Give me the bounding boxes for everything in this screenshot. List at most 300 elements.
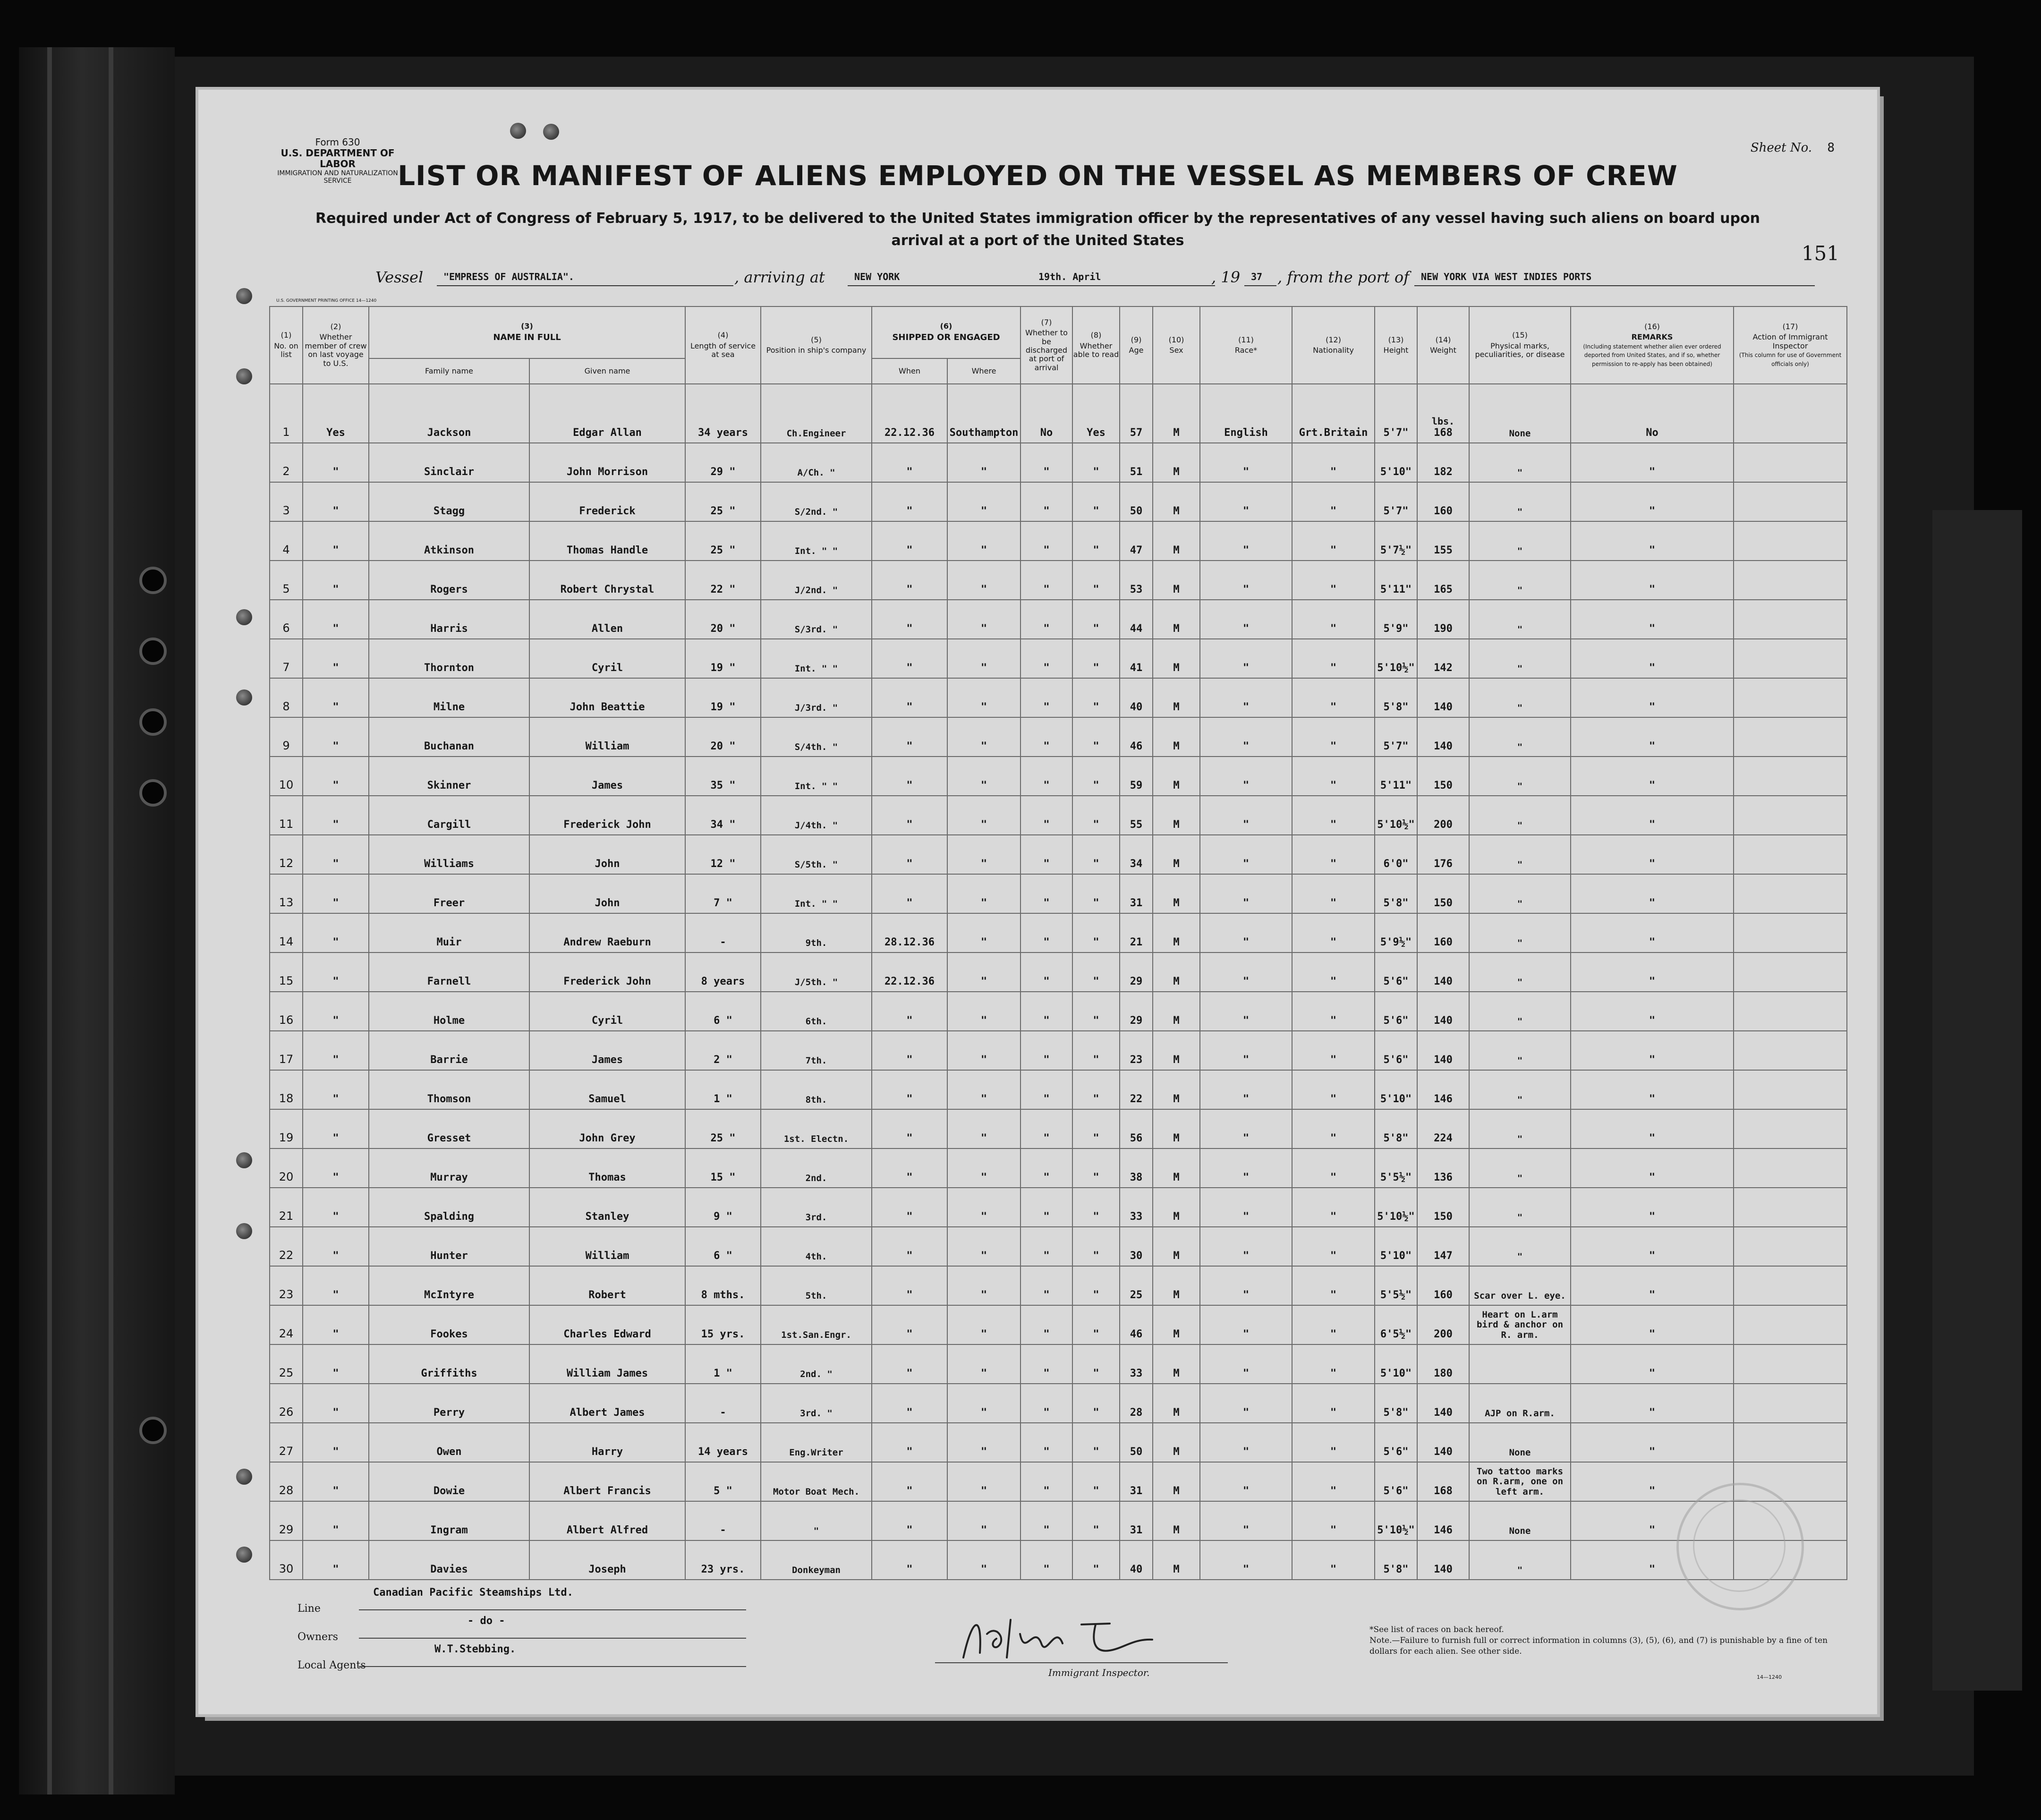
cell-nationality	[1292, 1266, 1375, 1305]
column-number: (16)	[1644, 322, 1660, 332]
cell-length-of-service	[685, 992, 761, 1031]
sex-value: M	[1173, 1132, 1180, 1144]
discharged-value: "	[1043, 1132, 1050, 1144]
cell-height	[1375, 1031, 1417, 1070]
length-of-service-value: 8 years	[701, 976, 745, 987]
family-name-value: Thornton	[424, 662, 474, 674]
weight-unit: lbs.	[1431, 416, 1455, 427]
cell-list-number	[270, 561, 303, 600]
cell-height	[1375, 992, 1417, 1031]
list-number-value: 10	[279, 778, 294, 791]
height-value: 5'8"	[1383, 1564, 1409, 1575]
family-name-value: Fookes	[430, 1328, 468, 1340]
cell-discharged	[1020, 443, 1072, 482]
cell-sex	[1153, 757, 1200, 796]
shipped-where-value: "	[980, 897, 987, 909]
printer-imprint: U.S. GOVERNMENT PRINTING OFFICE 14—1240	[276, 298, 377, 303]
cell-physical-marks	[1469, 1148, 1571, 1188]
age-value: 29	[1130, 976, 1143, 987]
given-name-value: Albert James	[570, 1407, 645, 1419]
manifest-page	[198, 90, 1877, 1714]
cell-family-name	[369, 384, 529, 443]
cell-discharged	[1020, 1305, 1072, 1344]
last-voyage-value: "	[332, 1485, 339, 1497]
length-of-service-value: 34 "	[710, 819, 736, 831]
cell-family-name	[369, 1305, 529, 1344]
agents-label: Local Agents	[298, 1659, 366, 1671]
length-of-service-value: 19 "	[710, 701, 736, 713]
header-nationality	[1292, 306, 1375, 384]
shipped-when-value: "	[906, 1289, 913, 1301]
cell-family-name	[369, 561, 529, 600]
table-row	[270, 1070, 1847, 1109]
cell-weight	[1417, 1305, 1469, 1344]
cell-weight	[1417, 1423, 1469, 1462]
weight-value: 224	[1434, 1132, 1453, 1144]
shipped-where-value: "	[980, 701, 987, 713]
family-name-value: Sinclair	[424, 466, 474, 478]
able-to-read-value: "	[1093, 1368, 1099, 1379]
cell-weight	[1417, 1266, 1469, 1305]
age-value: 38	[1130, 1172, 1143, 1183]
sex-value: M	[1173, 936, 1180, 948]
cell-nationality	[1292, 757, 1375, 796]
height-value: 5'7"	[1383, 505, 1409, 517]
cell-family-name	[369, 600, 529, 639]
position-value: J/4th. "	[794, 820, 838, 831]
cell-physical-marks	[1469, 561, 1571, 600]
remarks-value: "	[1649, 1328, 1656, 1340]
cell-shipped-where	[947, 1501, 1020, 1540]
discharged-value: "	[1043, 858, 1050, 870]
cell-length-of-service	[685, 874, 761, 913]
cell-race	[1200, 1188, 1292, 1227]
official-seal-stamp	[1676, 1483, 1804, 1610]
age-value: 21	[1130, 936, 1143, 948]
cell-shipped-where	[947, 1384, 1020, 1423]
cell-remarks	[1571, 384, 1734, 443]
length-of-service-value: 14 years	[698, 1446, 748, 1458]
cell-sex	[1153, 1266, 1200, 1305]
able-to-read-value: "	[1093, 780, 1099, 791]
family-name-value: Dowie	[433, 1485, 465, 1497]
list-number-value: 27	[279, 1445, 294, 1458]
discharged-value: "	[1043, 662, 1050, 674]
cell-remarks	[1571, 482, 1734, 521]
footer-agents	[298, 1587, 911, 1700]
cell-position	[761, 639, 872, 678]
list-number-value: 7	[282, 661, 290, 674]
physical-marks-value: "	[1517, 1094, 1523, 1105]
cell-family-name	[369, 953, 529, 992]
discharged-value: "	[1043, 1250, 1050, 1262]
cell-list-number	[270, 1031, 303, 1070]
family-name-value: Murray	[430, 1172, 468, 1183]
cell-shipped-when	[872, 1501, 947, 1540]
cell-weight	[1417, 600, 1469, 639]
age-value: 51	[1130, 466, 1143, 478]
cell-able-to-read	[1072, 1148, 1120, 1188]
length-of-service-value: 22 "	[710, 584, 736, 595]
arriving-port: NEW YORK	[848, 268, 1036, 286]
cell-sex	[1153, 1462, 1200, 1501]
form-code: 14—1240	[1757, 1674, 1782, 1680]
family-name-value: Stagg	[433, 505, 465, 517]
age-value: 40	[1130, 701, 1143, 713]
cell-able-to-read	[1072, 1501, 1120, 1540]
height-value: 5'11"	[1380, 780, 1412, 791]
family-name-value: Buchanan	[424, 740, 474, 752]
cell-physical-marks	[1469, 874, 1571, 913]
sex-value: M	[1173, 1250, 1180, 1262]
cell-given-name	[529, 1423, 685, 1462]
cell-shipped-when	[872, 1070, 947, 1109]
table-row	[270, 384, 1847, 443]
position-value: S/3rd. "	[794, 624, 838, 635]
binder-edge	[109, 47, 113, 1794]
race-value: "	[1242, 1446, 1250, 1458]
binder-hole	[139, 708, 167, 736]
cell-physical-marks	[1469, 1031, 1571, 1070]
family-name-value: Milne	[433, 701, 465, 713]
cell-inspector-action	[1734, 1344, 1847, 1384]
cell-weight	[1417, 482, 1469, 521]
cell-sex	[1153, 1148, 1200, 1188]
inspector-signature-block	[935, 1596, 1228, 1695]
cell-nationality	[1292, 384, 1375, 443]
cell-age	[1120, 1070, 1153, 1109]
cell-list-number	[270, 1384, 303, 1423]
cell-nationality	[1292, 874, 1375, 913]
shipped-where-value: "	[980, 1172, 987, 1183]
race-value: "	[1242, 505, 1250, 517]
column-number: (4)	[717, 331, 729, 340]
last-voyage-value: "	[332, 897, 339, 909]
shipped-where-value: "	[980, 584, 987, 595]
weight-value: 176	[1434, 858, 1453, 870]
last-voyage-value: "	[332, 505, 339, 517]
discharged-value: "	[1043, 1211, 1050, 1223]
cell-length-of-service	[685, 1540, 761, 1580]
cell-shipped-where	[947, 1188, 1020, 1227]
cell-remarks	[1571, 717, 1734, 757]
punch-hole	[236, 1469, 252, 1485]
cell-physical-marks	[1469, 913, 1571, 953]
cell-remarks	[1571, 678, 1734, 717]
cell-discharged	[1020, 1148, 1072, 1188]
race-value: "	[1242, 701, 1250, 713]
remarks-value: "	[1649, 936, 1656, 948]
cell-weight	[1417, 874, 1469, 913]
table-row	[270, 678, 1847, 717]
crew-manifest-table	[269, 306, 1847, 1580]
list-number-value: 9	[282, 739, 290, 752]
cell-position	[761, 953, 872, 992]
cell-height	[1375, 1384, 1417, 1423]
shipped-where-value: Southampton	[949, 427, 1019, 439]
cell-race	[1200, 1031, 1292, 1070]
last-voyage-value: "	[332, 1289, 339, 1301]
remarks-value: "	[1649, 623, 1656, 635]
column-number: (17)	[1782, 322, 1798, 332]
cell-given-name	[529, 1540, 685, 1580]
shipped-where-value: "	[980, 1015, 987, 1027]
list-number-value: 21	[279, 1209, 294, 1223]
cell-nationality	[1292, 1540, 1375, 1580]
length-of-service-value: 29 "	[710, 466, 736, 478]
position-value: 6th.	[805, 1016, 827, 1027]
header-race	[1200, 306, 1292, 384]
cell-family-name	[369, 443, 529, 482]
cell-height	[1375, 1148, 1417, 1188]
cell-shipped-where	[947, 1305, 1020, 1344]
arrival-date: 19th. April	[1032, 268, 1215, 286]
table-row	[270, 1227, 1847, 1266]
nationality-value: "	[1330, 1132, 1337, 1144]
length-of-service-value: 1 "	[714, 1093, 732, 1105]
cell-age	[1120, 639, 1153, 678]
able-to-read-value: "	[1093, 1132, 1099, 1144]
cell-list-number	[270, 1344, 303, 1384]
cell-family-name	[369, 1148, 529, 1188]
cell-remarks	[1571, 992, 1734, 1031]
cell-height	[1375, 639, 1417, 678]
nationality-value: "	[1330, 1015, 1337, 1027]
cell-physical-marks	[1469, 1266, 1571, 1305]
length-of-service-value: 2 "	[714, 1054, 732, 1066]
family-name-value: Farnell	[427, 976, 471, 987]
shipped-when-value: "	[906, 1015, 913, 1027]
cell-given-name	[529, 1070, 685, 1109]
cell-shipped-when	[872, 1384, 947, 1423]
shipped-when-value: "	[906, 1368, 913, 1379]
line-value: Canadian Pacific Steamships Ltd.	[373, 1587, 573, 1599]
cell-given-name	[529, 717, 685, 757]
cell-length-of-service	[685, 796, 761, 835]
cell-inspector-action	[1734, 1148, 1847, 1188]
cell-position	[761, 1540, 872, 1580]
cell-family-name	[369, 1540, 529, 1580]
remarks-value: "	[1649, 1289, 1656, 1301]
race-value: "	[1242, 858, 1250, 870]
family-name-value: McIntyre	[424, 1289, 474, 1301]
race-value: "	[1242, 976, 1250, 987]
cell-able-to-read	[1072, 384, 1120, 443]
age-value: 59	[1130, 780, 1143, 791]
cell-discharged	[1020, 1501, 1072, 1540]
cell-weight	[1417, 1109, 1469, 1148]
length-of-service-value: 15 yrs.	[701, 1328, 745, 1340]
cell-shipped-where	[947, 521, 1020, 561]
cell-position	[761, 678, 872, 717]
discharged-value: "	[1043, 466, 1050, 478]
cell-sex	[1153, 1344, 1200, 1384]
shipped-where-value: "	[980, 858, 987, 870]
sex-value: M	[1173, 623, 1180, 635]
column-number: (12)	[1326, 335, 1341, 344]
cell-race	[1200, 1070, 1292, 1109]
race-value: "	[1242, 1564, 1250, 1575]
header-family-name: Family name	[369, 358, 529, 384]
column-title: Height	[1383, 346, 1409, 355]
cell-age	[1120, 443, 1153, 482]
cell-nationality	[1292, 639, 1375, 678]
position-value: Int. " "	[794, 898, 838, 909]
shipped-where-value: "	[980, 1132, 987, 1144]
cell-race	[1200, 992, 1292, 1031]
cell-sex	[1153, 874, 1200, 913]
cell-family-name	[369, 482, 529, 521]
cell-nationality	[1292, 1031, 1375, 1070]
discharged-value: "	[1043, 1446, 1050, 1458]
column-title: Length of service at sea	[690, 341, 756, 359]
cell-last-voyage	[303, 1501, 369, 1540]
nationality-value: "	[1330, 662, 1337, 674]
cell-sex	[1153, 1540, 1200, 1580]
table-row	[270, 796, 1847, 835]
cell-shipped-where	[947, 561, 1020, 600]
cell-given-name	[529, 482, 685, 521]
last-voyage-value: "	[332, 544, 339, 556]
shipped-where-value: "	[980, 1524, 987, 1536]
shipped-where-value: "	[980, 1211, 987, 1223]
cell-last-voyage	[303, 1462, 369, 1501]
cell-physical-marks	[1469, 600, 1571, 639]
cell-shipped-when	[872, 953, 947, 992]
age-value: 40	[1130, 1564, 1143, 1575]
given-name-value: Samuel	[588, 1093, 626, 1105]
cell-height	[1375, 443, 1417, 482]
family-name-value: Davies	[430, 1564, 468, 1575]
cell-inspector-action	[1734, 796, 1847, 835]
header-last-voyage	[303, 306, 369, 384]
remarks-value: "	[1649, 584, 1656, 595]
cell-remarks	[1571, 561, 1734, 600]
cell-nationality	[1292, 1462, 1375, 1501]
cell-able-to-read	[1072, 953, 1120, 992]
physical-marks-value: Scar over L. eye.	[1474, 1290, 1566, 1301]
cell-able-to-read	[1072, 1070, 1120, 1109]
age-value: 53	[1130, 584, 1143, 595]
cell-discharged	[1020, 835, 1072, 874]
cell-race	[1200, 1109, 1292, 1148]
remarks-value: No	[1646, 427, 1658, 439]
list-number-value: 5	[282, 582, 290, 595]
sex-value: M	[1173, 1015, 1180, 1027]
sex-value: M	[1173, 662, 1180, 674]
cell-family-name	[369, 1031, 529, 1070]
cell-height	[1375, 835, 1417, 874]
cell-last-voyage	[303, 992, 369, 1031]
shipped-where-value: "	[980, 780, 987, 791]
list-number-value: 25	[279, 1366, 294, 1379]
cell-last-voyage	[303, 1266, 369, 1305]
physical-marks-value: "	[1517, 741, 1523, 752]
cell-height	[1375, 913, 1417, 953]
height-value: 5'7"	[1383, 427, 1409, 439]
cell-remarks	[1571, 1109, 1734, 1148]
cell-inspector-action	[1734, 1423, 1847, 1462]
given-name-value: Stanley	[585, 1211, 629, 1223]
cell-family-name	[369, 639, 529, 678]
page-subtitle: Required under Act of Congress of February 5, 1917, to be delivered to the United States immigration officer by the representatives of any vessel having such aliens on board upon arrival at a port of the United States	[315, 210, 1760, 249]
shipped-where-value: "	[980, 1093, 987, 1105]
discharged-value: "	[1043, 544, 1050, 556]
cell-given-name	[529, 1305, 685, 1344]
remarks-value: "	[1649, 1172, 1656, 1183]
weight-value: 160	[1434, 936, 1453, 948]
able-to-read-value: "	[1093, 740, 1099, 752]
age-value: 22	[1130, 1093, 1143, 1105]
cell-weight	[1417, 913, 1469, 953]
weight-value: 146	[1434, 1524, 1453, 1536]
table-row	[270, 561, 1847, 600]
cell-able-to-read	[1072, 639, 1120, 678]
cell-shipped-when	[872, 521, 947, 561]
nationality-value: "	[1330, 1093, 1337, 1105]
cell-family-name	[369, 678, 529, 717]
table-row	[270, 1188, 1847, 1227]
cell-family-name	[369, 1462, 529, 1501]
length-of-service-value: 35 "	[710, 780, 736, 791]
cell-sex	[1153, 1070, 1200, 1109]
header-sex	[1153, 306, 1200, 384]
given-name-value: Thomas Handle	[566, 544, 648, 556]
cell-age	[1120, 992, 1153, 1031]
cell-last-voyage	[303, 521, 369, 561]
nationality-value: "	[1330, 1172, 1337, 1183]
cell-discharged	[1020, 384, 1072, 443]
remarks-value: "	[1649, 1407, 1656, 1419]
weight-value: 182	[1434, 466, 1453, 478]
given-name-value: John	[595, 858, 620, 870]
nationality-value: "	[1330, 505, 1337, 517]
cell-length-of-service	[685, 1109, 761, 1148]
cell-race	[1200, 1501, 1292, 1540]
cell-weight	[1417, 1344, 1469, 1384]
cell-able-to-read	[1072, 1266, 1120, 1305]
weight-value: 160	[1434, 505, 1453, 517]
age-value: 41	[1130, 662, 1143, 674]
cell-age	[1120, 874, 1153, 913]
cell-remarks	[1571, 1188, 1734, 1227]
cell-shipped-when	[872, 717, 947, 757]
cell-given-name	[529, 913, 685, 953]
cell-able-to-read	[1072, 482, 1120, 521]
cell-physical-marks	[1469, 1109, 1571, 1148]
cell-race	[1200, 717, 1292, 757]
signature-line	[935, 1662, 1228, 1663]
cell-physical-marks	[1469, 835, 1571, 874]
nationality-value: "	[1330, 780, 1337, 791]
table-row	[270, 1031, 1847, 1070]
sex-value: M	[1173, 505, 1180, 517]
cell-race	[1200, 1462, 1292, 1501]
departure-port: NEW YORK VIA WEST INDIES PORTS	[1414, 268, 1815, 286]
cell-position	[761, 1501, 872, 1540]
nationality-value: "	[1330, 1250, 1337, 1262]
age-value: 33	[1130, 1368, 1143, 1379]
cell-family-name	[369, 835, 529, 874]
physical-marks-value: "	[1517, 1173, 1523, 1183]
discharged-value: "	[1043, 623, 1050, 635]
cell-length-of-service	[685, 443, 761, 482]
given-name-value: James	[591, 1054, 623, 1066]
cell-sex	[1153, 600, 1200, 639]
cell-length-of-service	[685, 1148, 761, 1188]
cell-sex	[1153, 1423, 1200, 1462]
family-name-value: Gresset	[427, 1132, 471, 1144]
